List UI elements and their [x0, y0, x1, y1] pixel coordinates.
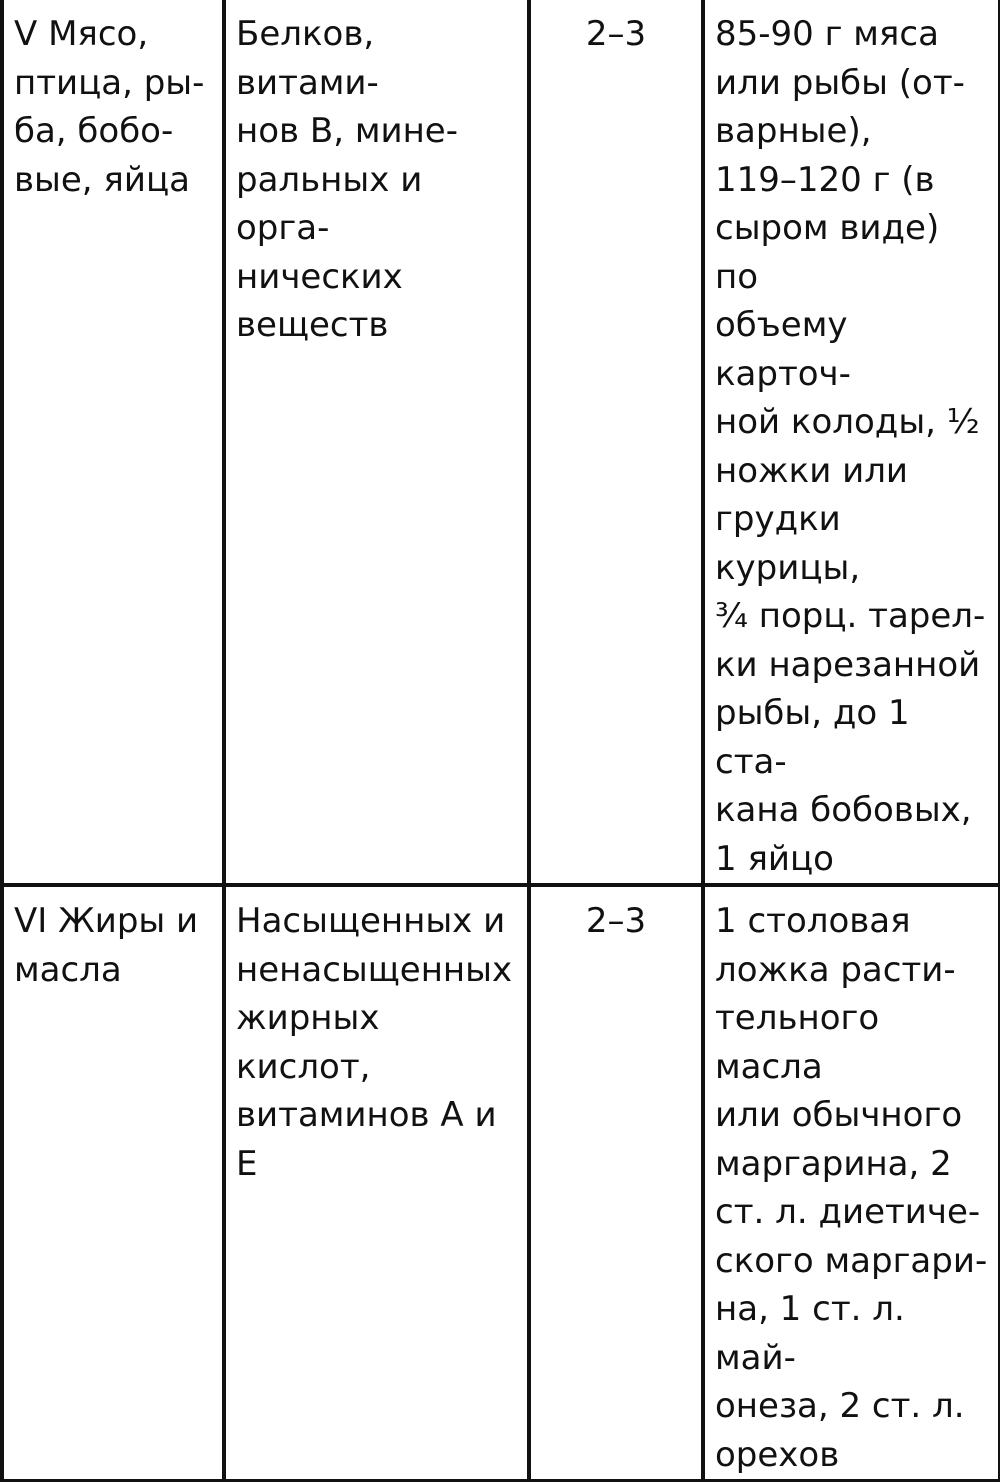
- food-group-cell: V Мясо, птица, ры- ба, бобо- вые, яйца: [2, 0, 224, 885]
- servings-cell: 2–3: [529, 885, 703, 1481]
- table-row-fats: [2, 885, 1000, 1481]
- nutrients-cell: Белков, витами- нов В, мине- ральных и орга- нических веществ: [224, 0, 529, 885]
- table-row-meat: [2, 0, 1000, 885]
- food-group-cell: VI Жиры и масла: [2, 885, 224, 1481]
- servings-cell: 2–3: [529, 0, 703, 885]
- serving-size-cell: 85-90 г мяса или рыбы (от- варные), 119–120 г (в сыром виде) по объему карточ- ной колоды, ½ ножки или грудки курицы, ¾ порц. тарел- ки нарезанной рыбы, до 1 ста- кана бобовых, 1 яйцо: [703, 0, 1000, 885]
- serving-size-cell: 1 столовая ложка расти- тельного масла или обычного маргарина, 2 ст. л. диетиче- ского маргари- на, 1 ст. л. май- онеза, 2 ст. л. орехов: [703, 885, 1000, 1481]
- nutrients-cell: Насыщенных и ненасыщенных жирных кислот, витаминов А и Е: [224, 885, 529, 1481]
